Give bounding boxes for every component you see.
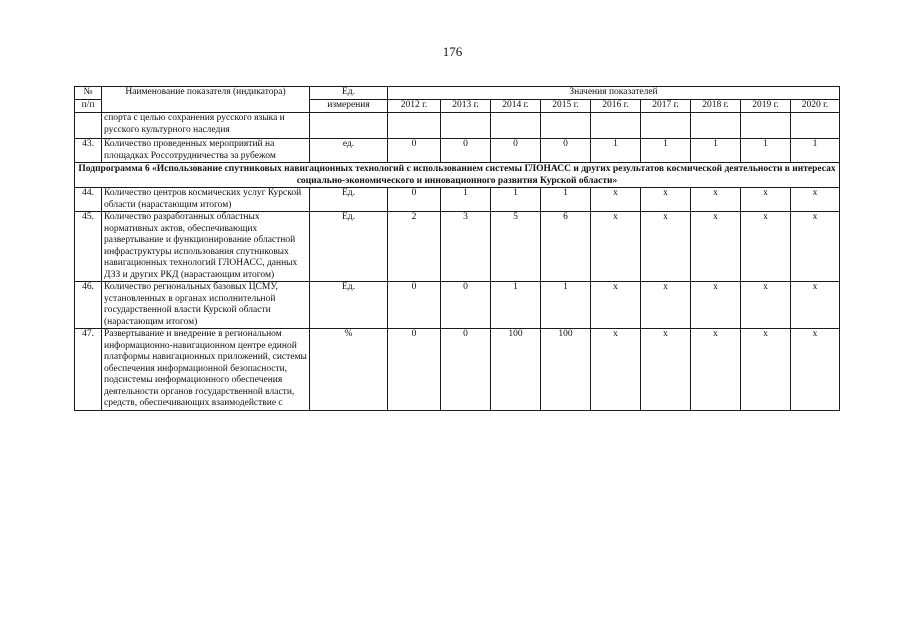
col-no-subheader: п/п (75, 100, 102, 113)
indicator-name: Количество разработанных областных нормативных актов, обеспечивающих развертывание и функционирование областной инфраструктуры использования спутниковых навигационных технологий ГЛОНАСС, данных ДЗЗ и других РКД (нарастающим итогом) (102, 212, 310, 282)
year-header: 2014 г. (491, 100, 541, 113)
value-cell: 0 (491, 139, 541, 163)
unit-cell: Ед. (310, 212, 388, 282)
value-cell: 1 (491, 188, 541, 212)
value-cell: x (591, 282, 641, 329)
indicator-name: Количество проведенных мероприятий на площадках Россотрудничества за рубежом (102, 139, 310, 163)
value-cell: 1 (641, 139, 691, 163)
year-header: 2013 г. (441, 100, 491, 113)
value-cell: 2 (388, 212, 441, 282)
value-cell: x (791, 282, 840, 329)
table-row (75, 139, 840, 163)
value-cell: 1 (591, 139, 641, 163)
value-cell: x (591, 329, 641, 411)
value-cell: 0 (441, 282, 491, 329)
value-cell: 1 (491, 282, 541, 329)
value-cell: x (691, 329, 741, 411)
value-cell: 1 (691, 139, 741, 163)
rows-after-subprogram (75, 188, 840, 411)
unit-cell: Ед. (310, 188, 388, 212)
page-number: 176 (442, 44, 463, 59)
table-row (75, 329, 840, 411)
unit-cell (310, 113, 388, 139)
table-row (75, 282, 840, 329)
year-header: 2017 г. (641, 100, 691, 113)
value-cell: x (641, 188, 691, 212)
year-header: 2019 г. (741, 100, 791, 113)
value-cell: 1 (541, 282, 591, 329)
col-unit-header: Ед. (310, 87, 388, 100)
value-cell: 0 (388, 329, 441, 411)
value-cell: 1 (541, 188, 591, 212)
rows-before-subprogram (75, 139, 840, 163)
value-cell: x (641, 282, 691, 329)
row-number: 43. (75, 139, 102, 163)
year-header: 2012 г. (388, 100, 441, 113)
value-cell: x (591, 188, 641, 212)
value-cell: 0 (388, 188, 441, 212)
row-number: 46. (75, 282, 102, 329)
value-cell (541, 113, 591, 139)
value-cell (491, 113, 541, 139)
year-header: 2016 г. (591, 100, 641, 113)
col-no-header: № (75, 87, 102, 100)
value-cell: 1 (441, 188, 491, 212)
row-number: 44. (75, 188, 102, 212)
col-name-header: Наименование показателя (индикатора) (102, 87, 310, 113)
value-cell (441, 113, 491, 139)
value-cell (741, 113, 791, 139)
subprogram-title: Подпрограмма 6 «Использование спутниковых навигационных технологий с использованием системы ГЛОНАСС и других результатов космической деятельности в интересах социально-экономического и инновационного развития Курской области» (75, 163, 840, 188)
value-cell: x (691, 188, 741, 212)
value-cell (591, 113, 641, 139)
value-cell: x (791, 212, 840, 282)
unit-cell: Ед. (310, 282, 388, 329)
indicator-name: Количество региональных базовых ЦСМУ, установленных в органах исполнительной государственной власти Курской области (нарастающим итогом) (102, 282, 310, 329)
value-cell: 100 (541, 329, 591, 411)
value-cell: 100 (491, 329, 541, 411)
value-cell: x (691, 282, 741, 329)
value-cell: x (691, 212, 741, 282)
value-cell: x (741, 329, 791, 411)
value-cell: 1 (791, 139, 840, 163)
value-cell: x (591, 212, 641, 282)
value-cell: 0 (388, 139, 441, 163)
value-cell: 0 (441, 139, 491, 163)
value-cell: 6 (541, 212, 591, 282)
unit-cell: ед. (310, 139, 388, 163)
value-cell: x (641, 329, 691, 411)
value-cell (691, 113, 741, 139)
table-row (75, 212, 840, 282)
value-cell: x (641, 212, 691, 282)
value-cell (388, 113, 441, 139)
indicator-name: Количество центров космических услуг Курской области (нарастающим итогом) (102, 188, 310, 212)
header-row-top (75, 87, 840, 100)
unit-cell: % (310, 329, 388, 411)
value-cell: x (741, 212, 791, 282)
subprogram-row (75, 163, 840, 188)
value-cell: x (741, 188, 791, 212)
year-header: 2020 г. (791, 100, 840, 113)
value-cell: x (741, 282, 791, 329)
indicators-table (74, 86, 840, 411)
value-cell (641, 113, 691, 139)
row-number-cell (75, 113, 102, 139)
row-number: 47. (75, 329, 102, 411)
indicator-name: спорта с целью сохранения русского языка и русского культурного наследия (102, 113, 310, 139)
table-row (75, 188, 840, 212)
value-cell: 3 (441, 212, 491, 282)
value-cell: x (791, 329, 840, 411)
value-cell: 5 (491, 212, 541, 282)
col-values-header: Значения показателей (388, 87, 840, 100)
value-cell: 0 (388, 282, 441, 329)
row-number: 45. (75, 212, 102, 282)
value-cell: 1 (741, 139, 791, 163)
value-cell: 0 (441, 329, 491, 411)
value-cell: x (791, 188, 840, 212)
indicator-name: Развертывание и внедрение в региональном информационно-навигационном центре единой платформы навигационных приложений, системы обеспечения информационной безопасности, подсистемы информационного обеспечения деятельности органов государственной власти, средств, обеспечивающих взаимодействие с (102, 329, 310, 411)
col-unit-subheader: измерения (310, 100, 388, 113)
year-header: 2018 г. (691, 100, 741, 113)
year-header: 2015 г. (541, 100, 591, 113)
value-cell: 0 (541, 139, 591, 163)
value-cell (791, 113, 840, 139)
table-row-continued (75, 113, 840, 139)
